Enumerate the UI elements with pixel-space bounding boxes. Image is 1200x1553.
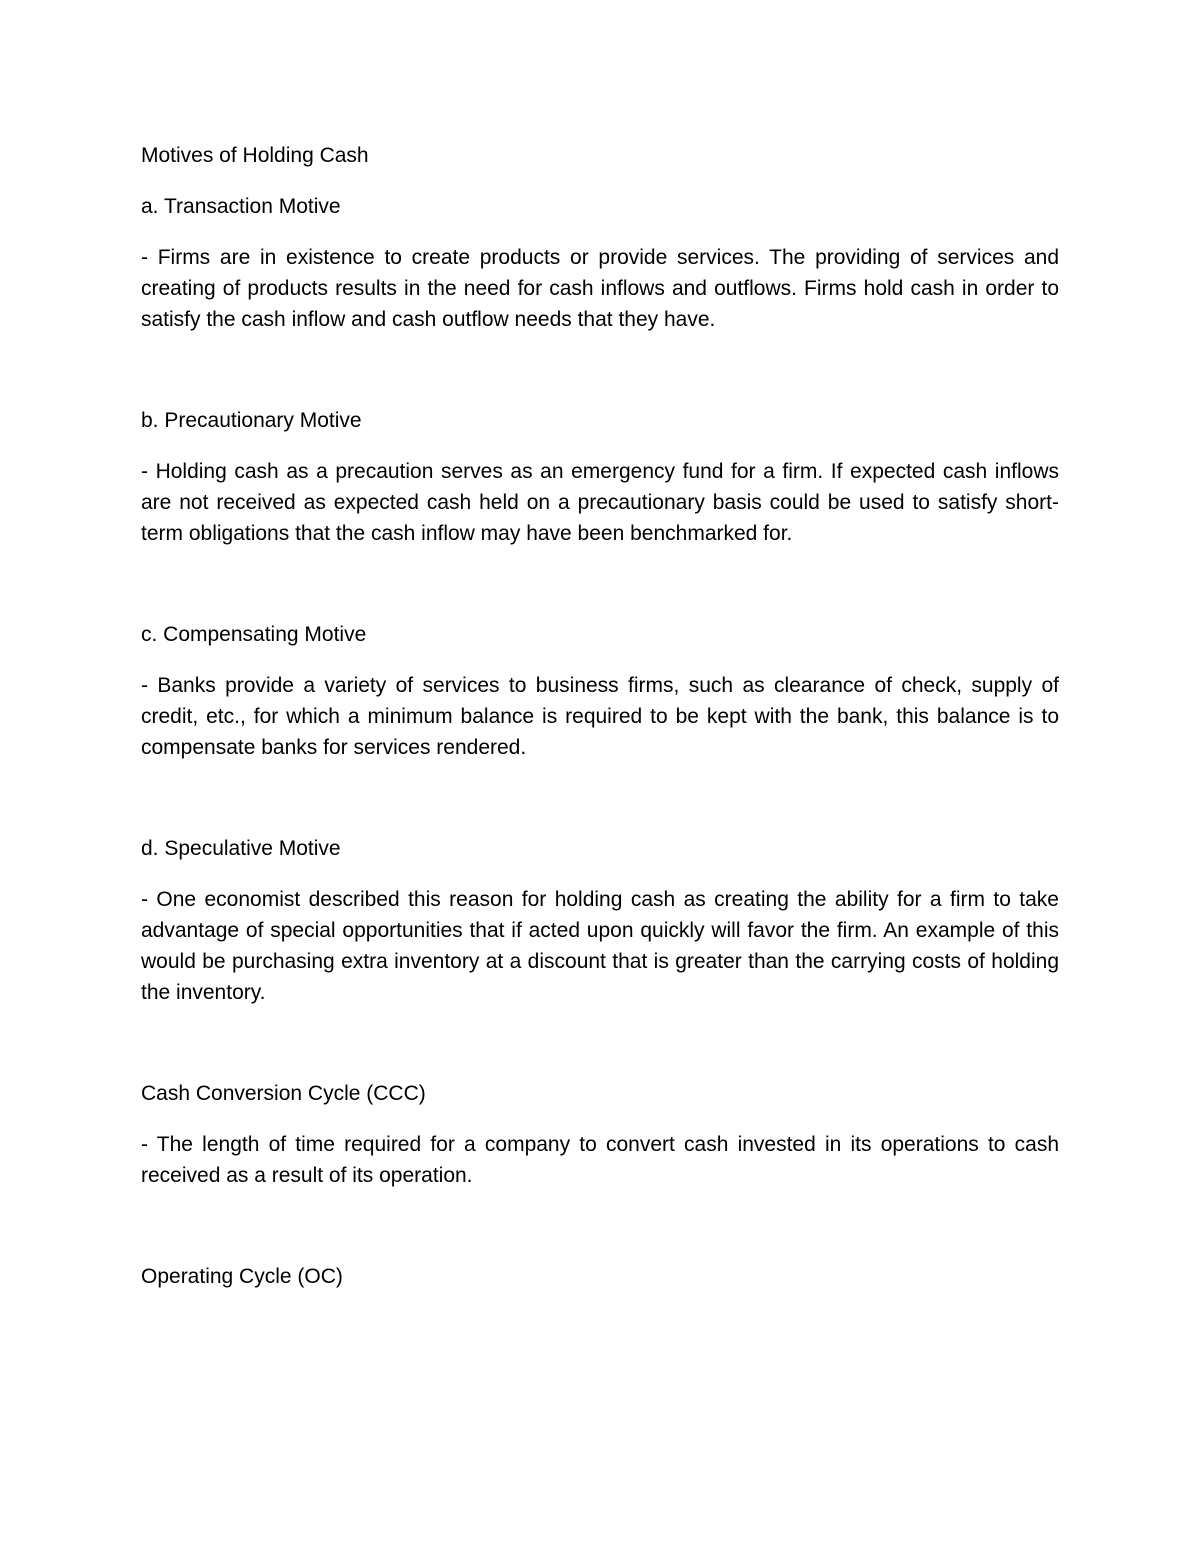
section-heading-precautionary: b. Precautionary Motive [141,409,362,432]
section-text-ccc: - The length of time required for a company to convert cash invested in its operations to cash received as a result of its operation. [141,1133,1059,1187]
section-heading-compensating: c. Compensating Motive [141,623,367,646]
section-heading-transaction: a. Transaction Motive [141,195,341,218]
section-text-compensating: - Banks provide a variety of services to business firms, such as clearance of check, supply of credit, etc., for which a minimum balance is required to be kept with the bank, this balance is to compensate banks for services rendered. [141,674,1059,759]
section-text-precautionary: - Holding cash as a precaution serves as an emergency fund for a firm. If expected cash inflows are not received as expected cash held on a precautionary basis could be used to satisfy short-term obligations that the cash inflow may have been benchmarked for. [141,460,1059,545]
section-heading-operating-cycle: Operating Cycle (OC) [141,1265,343,1288]
document-title: Motives of Holding Cash [141,144,369,167]
section-heading-speculative: d. Speculative Motive [141,837,341,860]
section-heading-ccc: Cash Conversion Cycle (CCC) [141,1082,426,1105]
section-text-speculative: - One economist described this reason for holding cash as creating the ability for a firm to take advantage of special opportunities that if acted upon quickly will favor the firm. An example of this would be purchasing extra inventory at a discount that is greater than the carrying costs of holding the inventory. [141,888,1059,1004]
document-content [141,140,1059,1292]
section-text-transaction: - Firms are in existence to create products or provide services. The providing of services and creating of products results in the need for cash inflows and outflows. Firms hold cash in order to satisfy the cash inflow and cash outflow needs that they have. [141,246,1059,331]
